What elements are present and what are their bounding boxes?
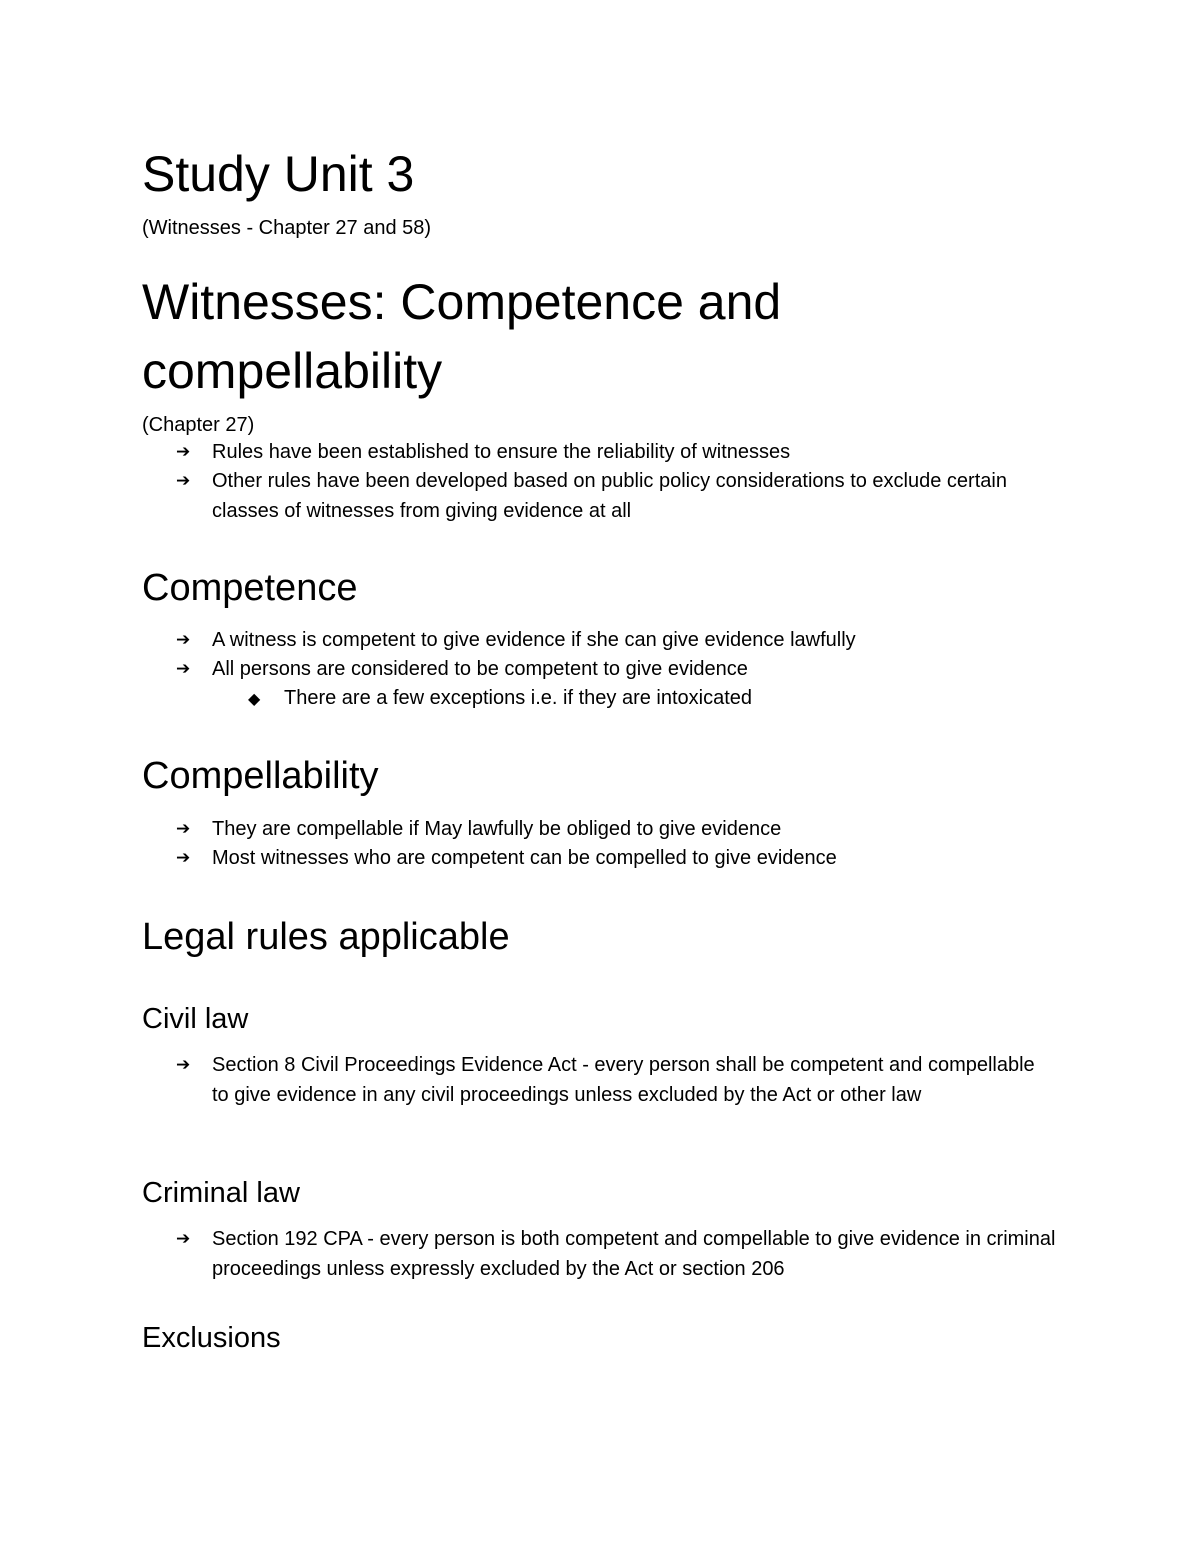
list-item — [176, 1051, 1056, 1110]
chapter-note: (Chapter 27) — [142, 414, 255, 436]
list-item-text: Section 8 Civil Proceedings Evidence Act - every person shall be competent and compellable to give evidence in any civil proceedings unless excluded by the Act or other law — [212, 1054, 1035, 1106]
list-item — [176, 438, 1056, 468]
arrow-bullet-icon: ➔ — [176, 471, 191, 491]
arrow-bullet-icon: ➔ — [176, 659, 191, 679]
list-item-text: They are compellable if May lawfully be obliged to give evidence — [212, 818, 782, 840]
arrow-bullet-icon: ➔ — [176, 1055, 191, 1075]
arrow-bullet-icon: ➔ — [176, 848, 191, 868]
heading-witnesses-line2: compellability — [142, 343, 443, 399]
heading-compellability: Compellability — [142, 755, 379, 797]
heading-criminal-law: Criminal law — [142, 1177, 300, 1209]
list-item-text: A witness is competent to give evidence if she can give evidence lawfully — [212, 629, 856, 651]
list-item-text: Section 192 CPA - every person is both competent and compellable to give evidence in criminal proceedings unless expressly excluded by the Act or section 206 — [212, 1228, 1056, 1280]
page-subtitle: (Witnesses - Chapter 27 and 58) — [142, 217, 432, 239]
sub-list-item — [248, 684, 1048, 714]
arrow-bullet-icon: ➔ — [176, 1229, 191, 1249]
list-item — [176, 815, 1056, 845]
list-item — [176, 655, 1056, 685]
sub-list-item-text: There are a few exceptions i.e. if they are intoxicated — [284, 687, 753, 709]
page-title: Study Unit 3 — [142, 146, 415, 202]
arrow-bullet-icon: ➔ — [176, 819, 191, 839]
heading-legal-rules: Legal rules applicable — [142, 916, 510, 958]
list-item — [176, 467, 1056, 526]
heading-competence: Competence — [142, 567, 358, 609]
arrow-bullet-icon: ➔ — [176, 442, 191, 462]
list-item — [176, 626, 1056, 656]
heading-civil-law: Civil law — [142, 1003, 249, 1035]
list-item-text: All persons are considered to be competent to give evidence — [212, 658, 748, 680]
heading-witnesses-line1: Witnesses: Competence and — [142, 274, 782, 330]
arrow-bullet-icon: ➔ — [176, 630, 191, 650]
list-item — [176, 1225, 1056, 1284]
diamond-bullet-icon: ◆ — [248, 689, 261, 708]
heading-exclusions: Exclusions — [142, 1322, 281, 1354]
list-item-text: Most witnesses who are competent can be compelled to give evidence — [212, 847, 837, 869]
list-item-text: Other rules have been developed based on public policy considerations to exclude certain classes of witnesses from giving evidence at all — [212, 470, 1007, 522]
list-item-text: Rules have been established to ensure the reliability of witnesses — [212, 441, 791, 463]
list-item — [176, 844, 1056, 874]
